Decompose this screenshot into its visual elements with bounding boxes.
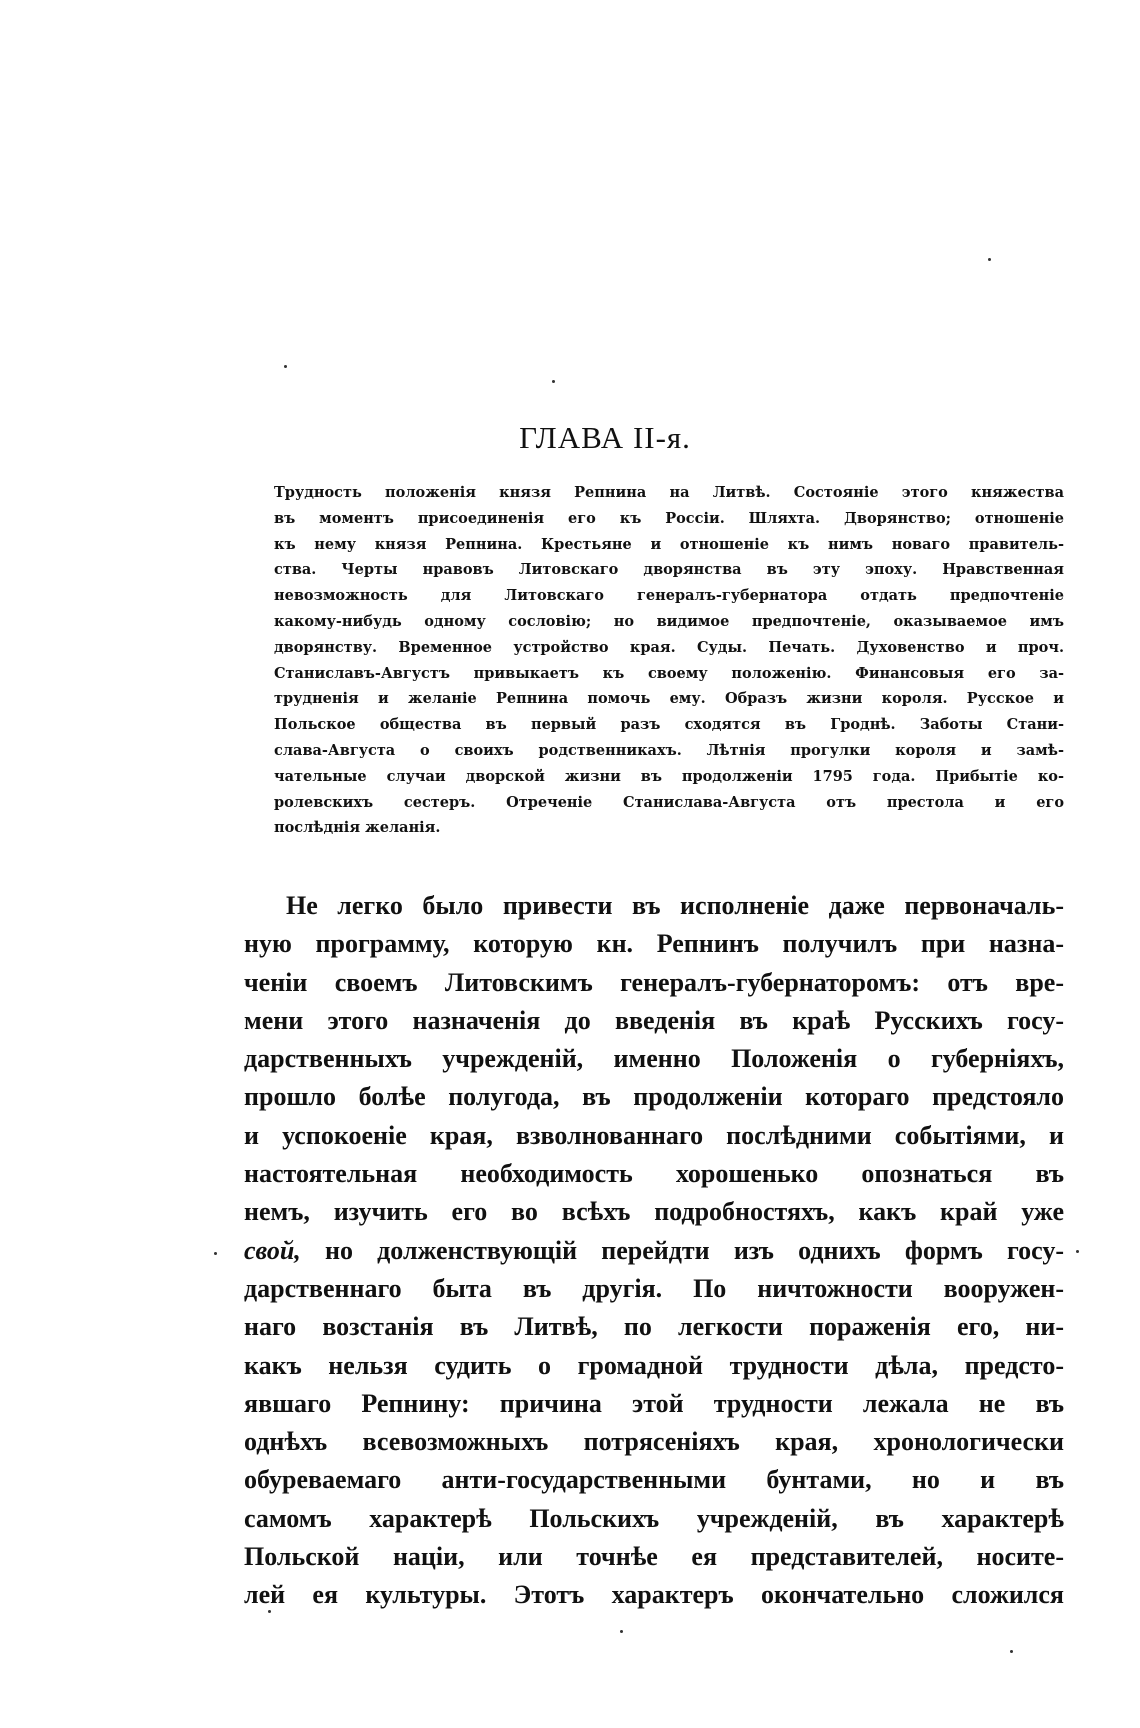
print-speck	[284, 365, 287, 368]
summary-line: въ моментъ присоединенія его къ Россіи. Шляхта. Дворянство; отношеніе	[274, 509, 1064, 527]
print-speck	[214, 1252, 217, 1255]
body-line: дарственнаго быта въ другія. По ничтожности вооружен-	[244, 1273, 1064, 1303]
body-line: лей ея культуры. Этотъ характеръ окончательно сложился	[244, 1580, 1064, 1610]
summary-line: чательные случаи дворской жизни въ продолженіи 1795 года. Прибытіе ко-	[274, 767, 1064, 785]
body-line: однѣхъ всевозможныхъ потрясеніяхъ края, хронологически	[244, 1427, 1064, 1457]
summary-line: ства. Черты нравовъ Литовскаго дворянства въ эту эпоху. Нравственная	[274, 561, 1064, 579]
summary-line: трудненія и желаніе Репнина помочь ему. Образъ жизни короля. Русское и	[274, 690, 1064, 708]
body-line: и успокоеніе края, взволнованнаго послѣдними событіями, и	[244, 1120, 1064, 1150]
body-line: мени этого назначенія до введенія въ краѣ Русскихъ госу-	[244, 1005, 1064, 1035]
body-line: наго возстанія въ Литвѣ, по легкости пораженія его, ни-	[244, 1312, 1064, 1342]
summary-line: дворянству. Временное устройство края. Суды. Печать. Духовенство и проч.	[274, 638, 1064, 656]
summary-line: какому-нибудь одному сословію; но видимое предпочтеніе, оказываемое имъ	[274, 612, 1064, 630]
summary-line: Станиславъ-Августъ привыкаетъ къ своему положенію. Финансовыя его за-	[274, 664, 1064, 682]
summary-line: невозможность для Литовскаго генералъ-губернатора отдать предпочтеніе	[274, 587, 1064, 605]
body-line: Не легко было привести въ исполненіе даже первоначаль-	[286, 891, 1064, 920]
body-line: настоятельная необходимость хорошенько опознаться въ	[244, 1159, 1064, 1189]
body-line: обуреваемаго анти-государственными бунтами, но и въ	[244, 1465, 1064, 1495]
summary-line: Трудность положенія князя Репнина на Литвѣ. Состояніе этого княжества	[274, 484, 1064, 501]
body-line: ченіи своемъ Литовскимъ генералъ-губернаторомъ: отъ вре-	[244, 967, 1064, 997]
summary-line: Польское общества въ первый разъ сходятся въ Гроднѣ. Заботы Стани-	[274, 716, 1064, 734]
body-paragraph	[244, 887, 1064, 1615]
chapter-summary	[274, 480, 1064, 841]
summary-line: къ нему князя Репнина. Крестьяне и отношеніе къ нимъ новаго правитель-	[274, 535, 1064, 553]
body-line: немъ, изучить его во всѣхъ подробностяхъ, какъ край уже	[244, 1197, 1064, 1227]
print-speck	[1010, 1650, 1013, 1653]
body-line-rest: но долженствующій перейдти изъ однихъ формъ госу-	[324, 1235, 1064, 1265]
print-speck	[620, 1630, 623, 1633]
body-line-with-italic	[244, 1232, 1064, 1270]
chapter-title: ГЛАВА II-я.	[519, 420, 691, 455]
body-line: самомъ характерѣ Польскихъ учрежденій, въ характерѣ	[244, 1503, 1064, 1533]
body-line: явшаго Репнину: причина этой трудности лежала не въ	[244, 1388, 1064, 1418]
summary-line: слава-Августа о своихъ родственникахъ. Лѣтнія прогулки короля и замѣ-	[274, 741, 1064, 759]
body-line: какъ нельзя судить о громадной трудности дѣла, предсто-	[244, 1350, 1064, 1380]
print-speck	[268, 1610, 271, 1613]
body-line: ную программу, которую кн. Репнинъ получилъ при назна-	[244, 929, 1064, 959]
print-speck	[1076, 1250, 1079, 1253]
summary-line: послѣднія желанія.	[274, 819, 441, 837]
summary-line: ролевскихъ сестеръ. Отреченіе Станислава-Августа отъ престола и его	[274, 793, 1064, 811]
italic-word: свой,	[244, 1235, 301, 1265]
body-line: Польской націи, или точнѣе ея представителей, носите-	[244, 1542, 1064, 1572]
print-speck	[552, 380, 555, 383]
body-line: прошло болѣе полугода, въ продолженіи котораго предстояло	[244, 1082, 1064, 1112]
body-line: дарственныхъ учрежденій, именно Положенія о губерніяхъ,	[244, 1044, 1064, 1074]
print-speck	[988, 258, 991, 261]
